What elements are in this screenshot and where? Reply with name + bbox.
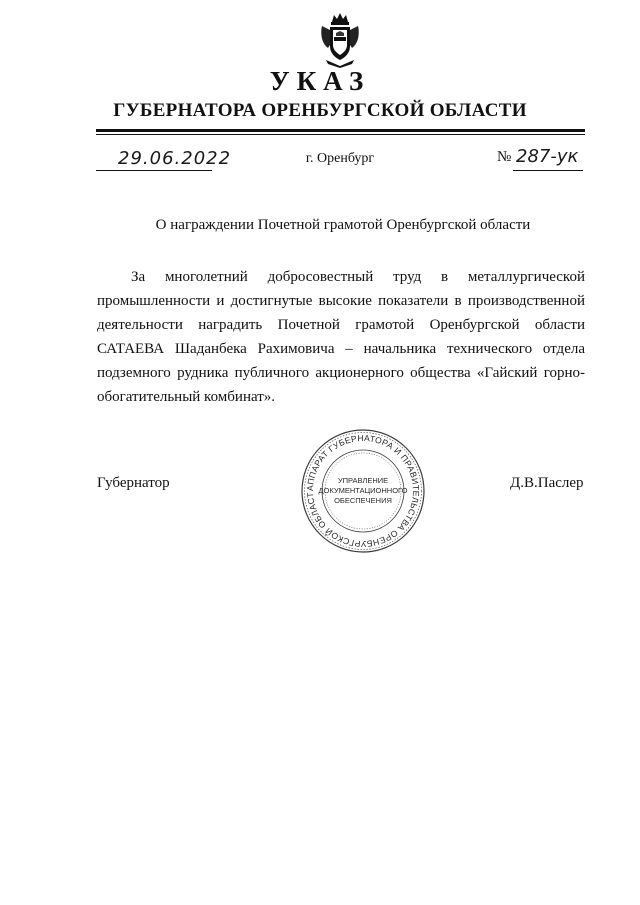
document-city: г. Оренбург: [305, 151, 375, 166]
header-divider-thick: [96, 129, 585, 132]
stamp-ring-text: АППАРАТ ГУБЕРНАТОРА И ПРАВИТЕЛЬСТВА ОРЕНБУРГСКОЙ ОБЛАСТ: [304, 432, 422, 550]
coat-of-arms-icon: [318, 12, 362, 68]
document-date: 29.06.2022: [118, 148, 232, 169]
stamp-center-line-2: ДОКУМЕНТАЦИОННОГО: [318, 486, 408, 495]
issuer-title: ГУБЕРНАТОРА ОРЕНБУРГСКОЙ ОБЛАСТИ: [113, 100, 527, 121]
document-type-title: УКАЗ: [269, 66, 371, 96]
number-sign: №: [497, 149, 512, 165]
header-divider-thin: [96, 134, 585, 135]
document-subject: О награждении Почетной грамотой Оренбургской области: [155, 217, 531, 233]
signer-title: Губернатор: [97, 475, 170, 491]
number-underline: [513, 170, 583, 171]
official-stamp: [300, 428, 426, 554]
document-body: За многолетний добросовестный труд в металлургической промышленности и достигнутые высокие показатели в производственной деятельности наградить Почетной грамотой Оренбургской области САТАЕВА Шаданбека Рахимовича – начальника технического отдела подземного рудника публичного акционерного общества «Гайский горно-обогатительный комбинат».: [97, 269, 585, 405]
date-underline: [96, 170, 212, 171]
stamp-center-line-1: УПРАВЛЕНИЕ: [337, 476, 389, 485]
stamp-center-line-3: ОБЕСПЕЧЕНИЯ: [334, 496, 392, 505]
signer-name: Д.В.Паслер: [510, 475, 584, 491]
document-number: 287-ук: [516, 146, 579, 167]
